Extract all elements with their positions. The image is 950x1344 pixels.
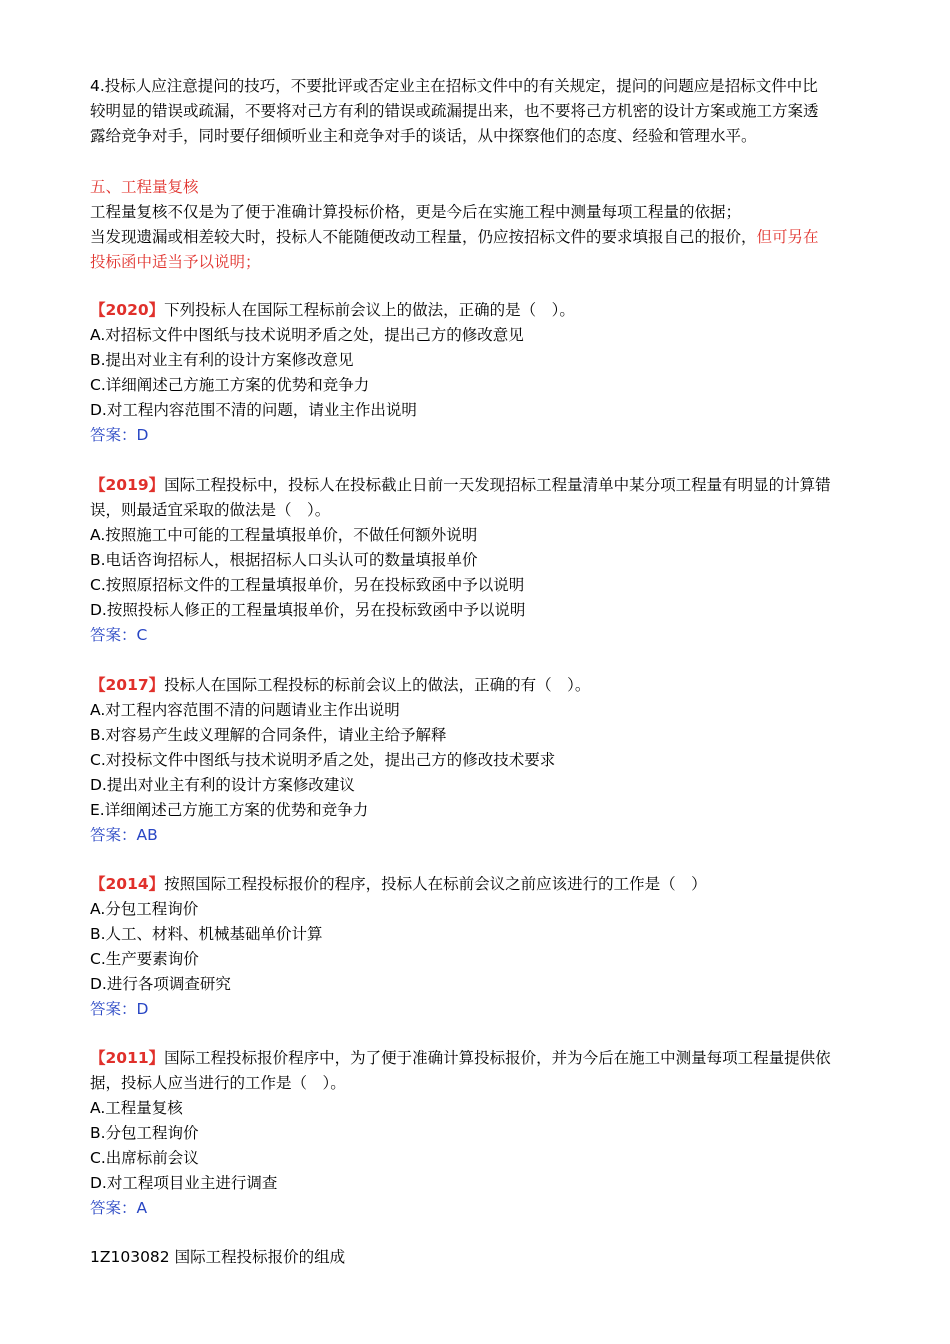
section-title: 1Z103082 国际工程投标报价的组成 — [90, 1248, 346, 1266]
option: C.详细阐述己方施工方案的优势和竞争力 — [90, 376, 370, 394]
question-2019 — [90, 473, 882, 648]
section-quantity-review — [90, 175, 882, 275]
year-tag: 【2020】 — [90, 301, 165, 319]
tip-line: 露给竞争对手，同时要仔细倾听业主和竞争对手的谈话，从中探察他们的态度、经验和管理水平。 — [90, 127, 757, 145]
stem-text: 下列投标人在国际工程标前会议上的做法，正确的是（ ）。 — [164, 301, 575, 319]
stem-text: 国际工程投标中，投标人在投标截止日前一天发现招标工程量清单中某分项工程量有明显的计算错 — [164, 476, 831, 494]
option: B.人工、材料、机械基础单价计算 — [90, 925, 323, 943]
option: E.详细阐述己方施工方案的优势和竞争力 — [90, 801, 369, 819]
question-2020 — [90, 298, 882, 448]
answer: 答案：A — [90, 1199, 148, 1217]
answer: 答案：D — [90, 426, 149, 444]
year-tag: 【2017】 — [90, 676, 165, 694]
stem-text: 国际工程投标报价程序中，为了便于准确计算投标报价，并为今后在施工中测量每项工程量提供依 — [164, 1049, 831, 1067]
section-text: 当发现遗漏或相差较大时，投标人不能随便改动工程量，仍应按招标文件的要求填报自己的报价， — [90, 228, 757, 246]
option: A.对工程内容范围不清的问题请业主作出说明 — [90, 701, 400, 719]
answer: 答案：D — [90, 1000, 149, 1018]
tip-item-4 — [90, 74, 882, 149]
option: D.对工程内容范围不清的问题，请业主作出说明 — [90, 401, 417, 419]
option: D.按照投标人修正的工程量填报单价，另在投标致函中予以说明 — [90, 601, 526, 619]
option: B.分包工程询价 — [90, 1124, 199, 1142]
section-highlight: 但可另在 — [756, 228, 819, 246]
option: D.进行各项调查研究 — [90, 975, 231, 993]
option: A.工程量复核 — [90, 1099, 183, 1117]
option: C.生产要素询价 — [90, 950, 199, 968]
option: A.分包工程询价 — [90, 900, 199, 918]
question-stem — [90, 473, 882, 498]
year-tag: 【2014】 — [90, 875, 165, 893]
option: D.对工程项目业主进行调查 — [90, 1174, 278, 1192]
year-tag: 【2011】 — [90, 1049, 165, 1067]
option: D.提出对业主有利的设计方案修改建议 — [90, 776, 355, 794]
section-line — [90, 225, 882, 250]
question-2011 — [90, 1046, 882, 1221]
stem-text: 按照国际工程投标报价的程序，投标人在标前会议之前应该进行的工作是（ ） — [164, 875, 707, 893]
section-highlight: 投标函中适当予以说明； — [90, 253, 261, 271]
stem-text: 投标人在国际工程投标的标前会议上的做法，正确的有（ ）。 — [164, 676, 591, 694]
year-tag: 【2019】 — [90, 476, 165, 494]
option: A.对招标文件中图纸与技术说明矛盾之处，提出己方的修改意见 — [90, 326, 524, 344]
answer: 答案：C — [90, 626, 148, 644]
option: B.对容易产生歧义理解的合同条件，请业主给予解释 — [90, 726, 447, 744]
tip-line: 4.投标人应注意提问的技巧，不要批评或否定业主在招标文件中的有关规定，提问的问题应是招标文件中比 — [90, 77, 818, 95]
section-line: 工程量复核不仅是为了便于准确计算投标价格，更是今后在实施工程中测量每项工程量的依据； — [90, 203, 742, 221]
option: B.提出对业主有利的设计方案修改意见 — [90, 351, 354, 369]
question-stem — [90, 298, 882, 323]
section-heading: 五、工程量复核 — [90, 178, 199, 196]
option: A.按照施工中可能的工程量填报单价，不做任何额外说明 — [90, 526, 478, 544]
option: C.按照原招标文件的工程量填报单价，另在投标致函中予以说明 — [90, 576, 525, 594]
answer: 答案：AB — [90, 826, 158, 844]
stem-text: 据，投标人应当进行的工作是（ ）。 — [90, 1074, 346, 1092]
question-stem — [90, 673, 882, 698]
question-stem — [90, 1046, 882, 1071]
tip-line: 较明显的错误或疏漏，不要将对己方有利的错误或疏漏提出来，也不要将己方机密的设计方案或施工方案透 — [90, 102, 819, 120]
question-2017 — [90, 673, 882, 848]
question-stem — [90, 872, 882, 897]
stem-text: 误，则最适宜采取的做法是（ ）。 — [90, 501, 331, 519]
next-section-heading — [90, 1245, 882, 1270]
question-2014 — [90, 872, 882, 1022]
option: C.出席标前会议 — [90, 1149, 199, 1167]
option: B.电话咨询招标人，根据招标人口头认可的数量填报单价 — [90, 551, 478, 569]
option: C.对投标文件中图纸与技术说明矛盾之处，提出己方的修改技术要求 — [90, 751, 556, 769]
